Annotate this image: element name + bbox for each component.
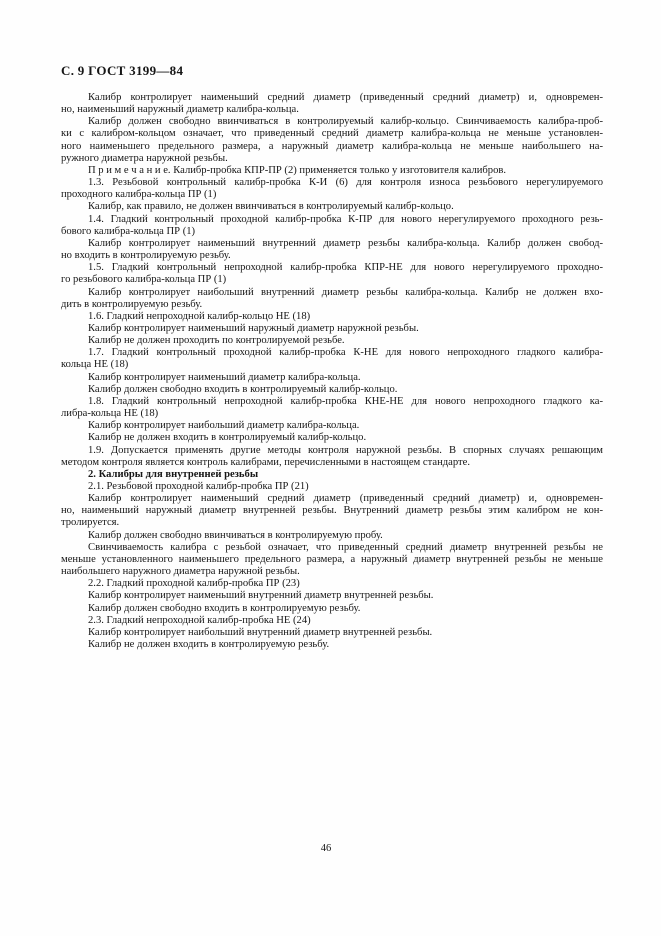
- text-line: но входить в контролируемую резьбу.: [61, 250, 231, 262]
- text-line: наибольшего наружного диаметра наружной резьбы.: [61, 566, 300, 578]
- text-line: Калибр контролирует наибольший диаметр калибра-кольца.: [88, 420, 360, 432]
- text-line: Калибр не должен проходить по контролируемой резьбе.: [88, 335, 345, 347]
- text-line: Калибр должен свободно входить в контролируемую резьбу.: [88, 602, 361, 614]
- text-line: Калибр не должен входить в контролируемый калибр-кольцо.: [88, 432, 367, 444]
- text-line: 2.1. Резьбовой проходной калибр-пробка ПР (21): [88, 481, 309, 492]
- text-line: ного наименьшего предельного размера, а наружный диаметр калибра-кольца не меньше наибольшего на-: [61, 140, 603, 152]
- text-line: 2.3. Гладкий непроходной калибр-пробка НЕ (24): [88, 614, 311, 626]
- text-line: 1.4. Гладкий контрольный проходной калибр-пробка К-ПР для нового нерегулируемого проходного резь-: [88, 213, 603, 225]
- text-line: 1.3. Резьбовой контрольный калибр-пробка К-И (6) для контроля износа резьбового нерегулируемого: [88, 177, 603, 189]
- text-line: Калибр контролирует наименьший средний диаметр (приведенный средний диаметр) и, одновремен-: [88, 92, 603, 103]
- text-line: ки с калибром-кольцом означает, что приведенный средний диаметр калибра-кольца не меньше установлен-: [61, 128, 603, 140]
- text-line: Калибр должен свободно ввинчиваться в контролируемую пробу.: [88, 529, 383, 541]
- document-body: [61, 92, 603, 651]
- text-line: бового калибра-кольца ПР (1): [61, 225, 196, 237]
- text-line: Калибр, как правило, не должен ввинчиваться в контролируемый калибр-кольцо.: [88, 201, 454, 213]
- text-line: Калибр контролирует наименьший внутренний диаметр резьбы калибра-кольца. Калибр должен свобод-: [88, 237, 603, 249]
- text-line: 1.5. Гладкий контрольный непроходной калибр-пробка КПР-НЕ для нового нерегулируемого проходно-: [88, 262, 603, 274]
- text-line: Калибр контролирует наименьший диаметр калибра-кольца.: [88, 371, 361, 383]
- text-line: тролируется.: [61, 517, 120, 529]
- text-line: 1.8. Гладкий контрольный непроходной калибр-пробка КНЕ-НЕ для нового непроходного гладкого ка-: [88, 395, 603, 407]
- text-line: 2.2. Гладкий проходной калибр-пробка ПР (23): [88, 578, 300, 590]
- text-line: 1.7. Гладкий контрольный проходной калибр-пробка К-НЕ для нового непроходного гладкого калибра-: [88, 347, 603, 359]
- text-line: либра-кольца НЕ (18): [61, 408, 159, 420]
- text-line: методом контроля является контроль калибрами, перечисленными в настоящем стандарте.: [61, 456, 470, 468]
- text-line: проходного калибра-кольца ПР (1): [61, 189, 217, 201]
- page-number: 46: [320, 843, 332, 854]
- page-header: С. 9 ГОСТ 3199—84: [61, 63, 184, 78]
- text-line: Калибр должен свободно ввинчиваться в контролируемый калибр-кольцо. Свинчиваемость калибра-проб-: [88, 116, 603, 128]
- text-line: Калибр контролирует наименьший средний диаметр (приведенный средний диаметр) и, одновремен-: [88, 493, 603, 505]
- text-line: но, наименьший наружный диаметр калибра-кольца.: [61, 104, 299, 116]
- text-line: дить в контролируемую резьбу.: [61, 298, 203, 310]
- text-line: кольца НЕ (18): [61, 359, 129, 371]
- section-heading-line: 2. Калибры для внутренней резьбы: [88, 468, 259, 480]
- text-line: Свинчиваемость калибра с резьбой означает, что приведенный средний диаметр внутренней резьбы не: [88, 541, 603, 553]
- text-line: Калибр контролирует наибольший внутренний диаметр резьбы калибра-кольца. Калибр не должен вхо-: [88, 286, 603, 298]
- text-line: Калибр контролирует наименьший наружный диаметр наружной резьбы.: [88, 322, 419, 334]
- text-line: Калибр контролирует наибольший внутренний диаметр внутренней резьбы.: [88, 626, 433, 638]
- text-line: Калибр не должен входить в контролируемую резьбу.: [88, 639, 330, 651]
- text-line: меньше установленного наименьшего предельного размера, а наружный диаметр внутренней резьбы не меньше: [61, 553, 603, 565]
- text-line: Калибр должен свободно входить в контролируемый калибр-кольцо.: [88, 383, 398, 395]
- text-line: 1.6. Гладкий непроходной калибр-кольцо НЕ (18): [88, 310, 311, 322]
- text-line: ружного диаметра наружной резьбы.: [61, 152, 228, 164]
- text-line: но, наименьший наружный диаметр внутренней резьбы. Внутренний диаметр резьбы этим калибром не кон-: [61, 505, 603, 517]
- text-line: 1.9. Допускается применять другие методы контроля наружной резьбы. В спорных случаях решающим: [88, 444, 603, 456]
- text-line: го резьбового калибра-кольца ПР (1): [61, 274, 227, 286]
- text-line: Калибр контролирует наименьший внутренний диаметр внутренней резьбы.: [88, 590, 434, 602]
- note-line: П р и м е ч а н и е. Калибр-пробка КПР-ПР (2) применяется только у изготовителя калибров.: [88, 164, 507, 176]
